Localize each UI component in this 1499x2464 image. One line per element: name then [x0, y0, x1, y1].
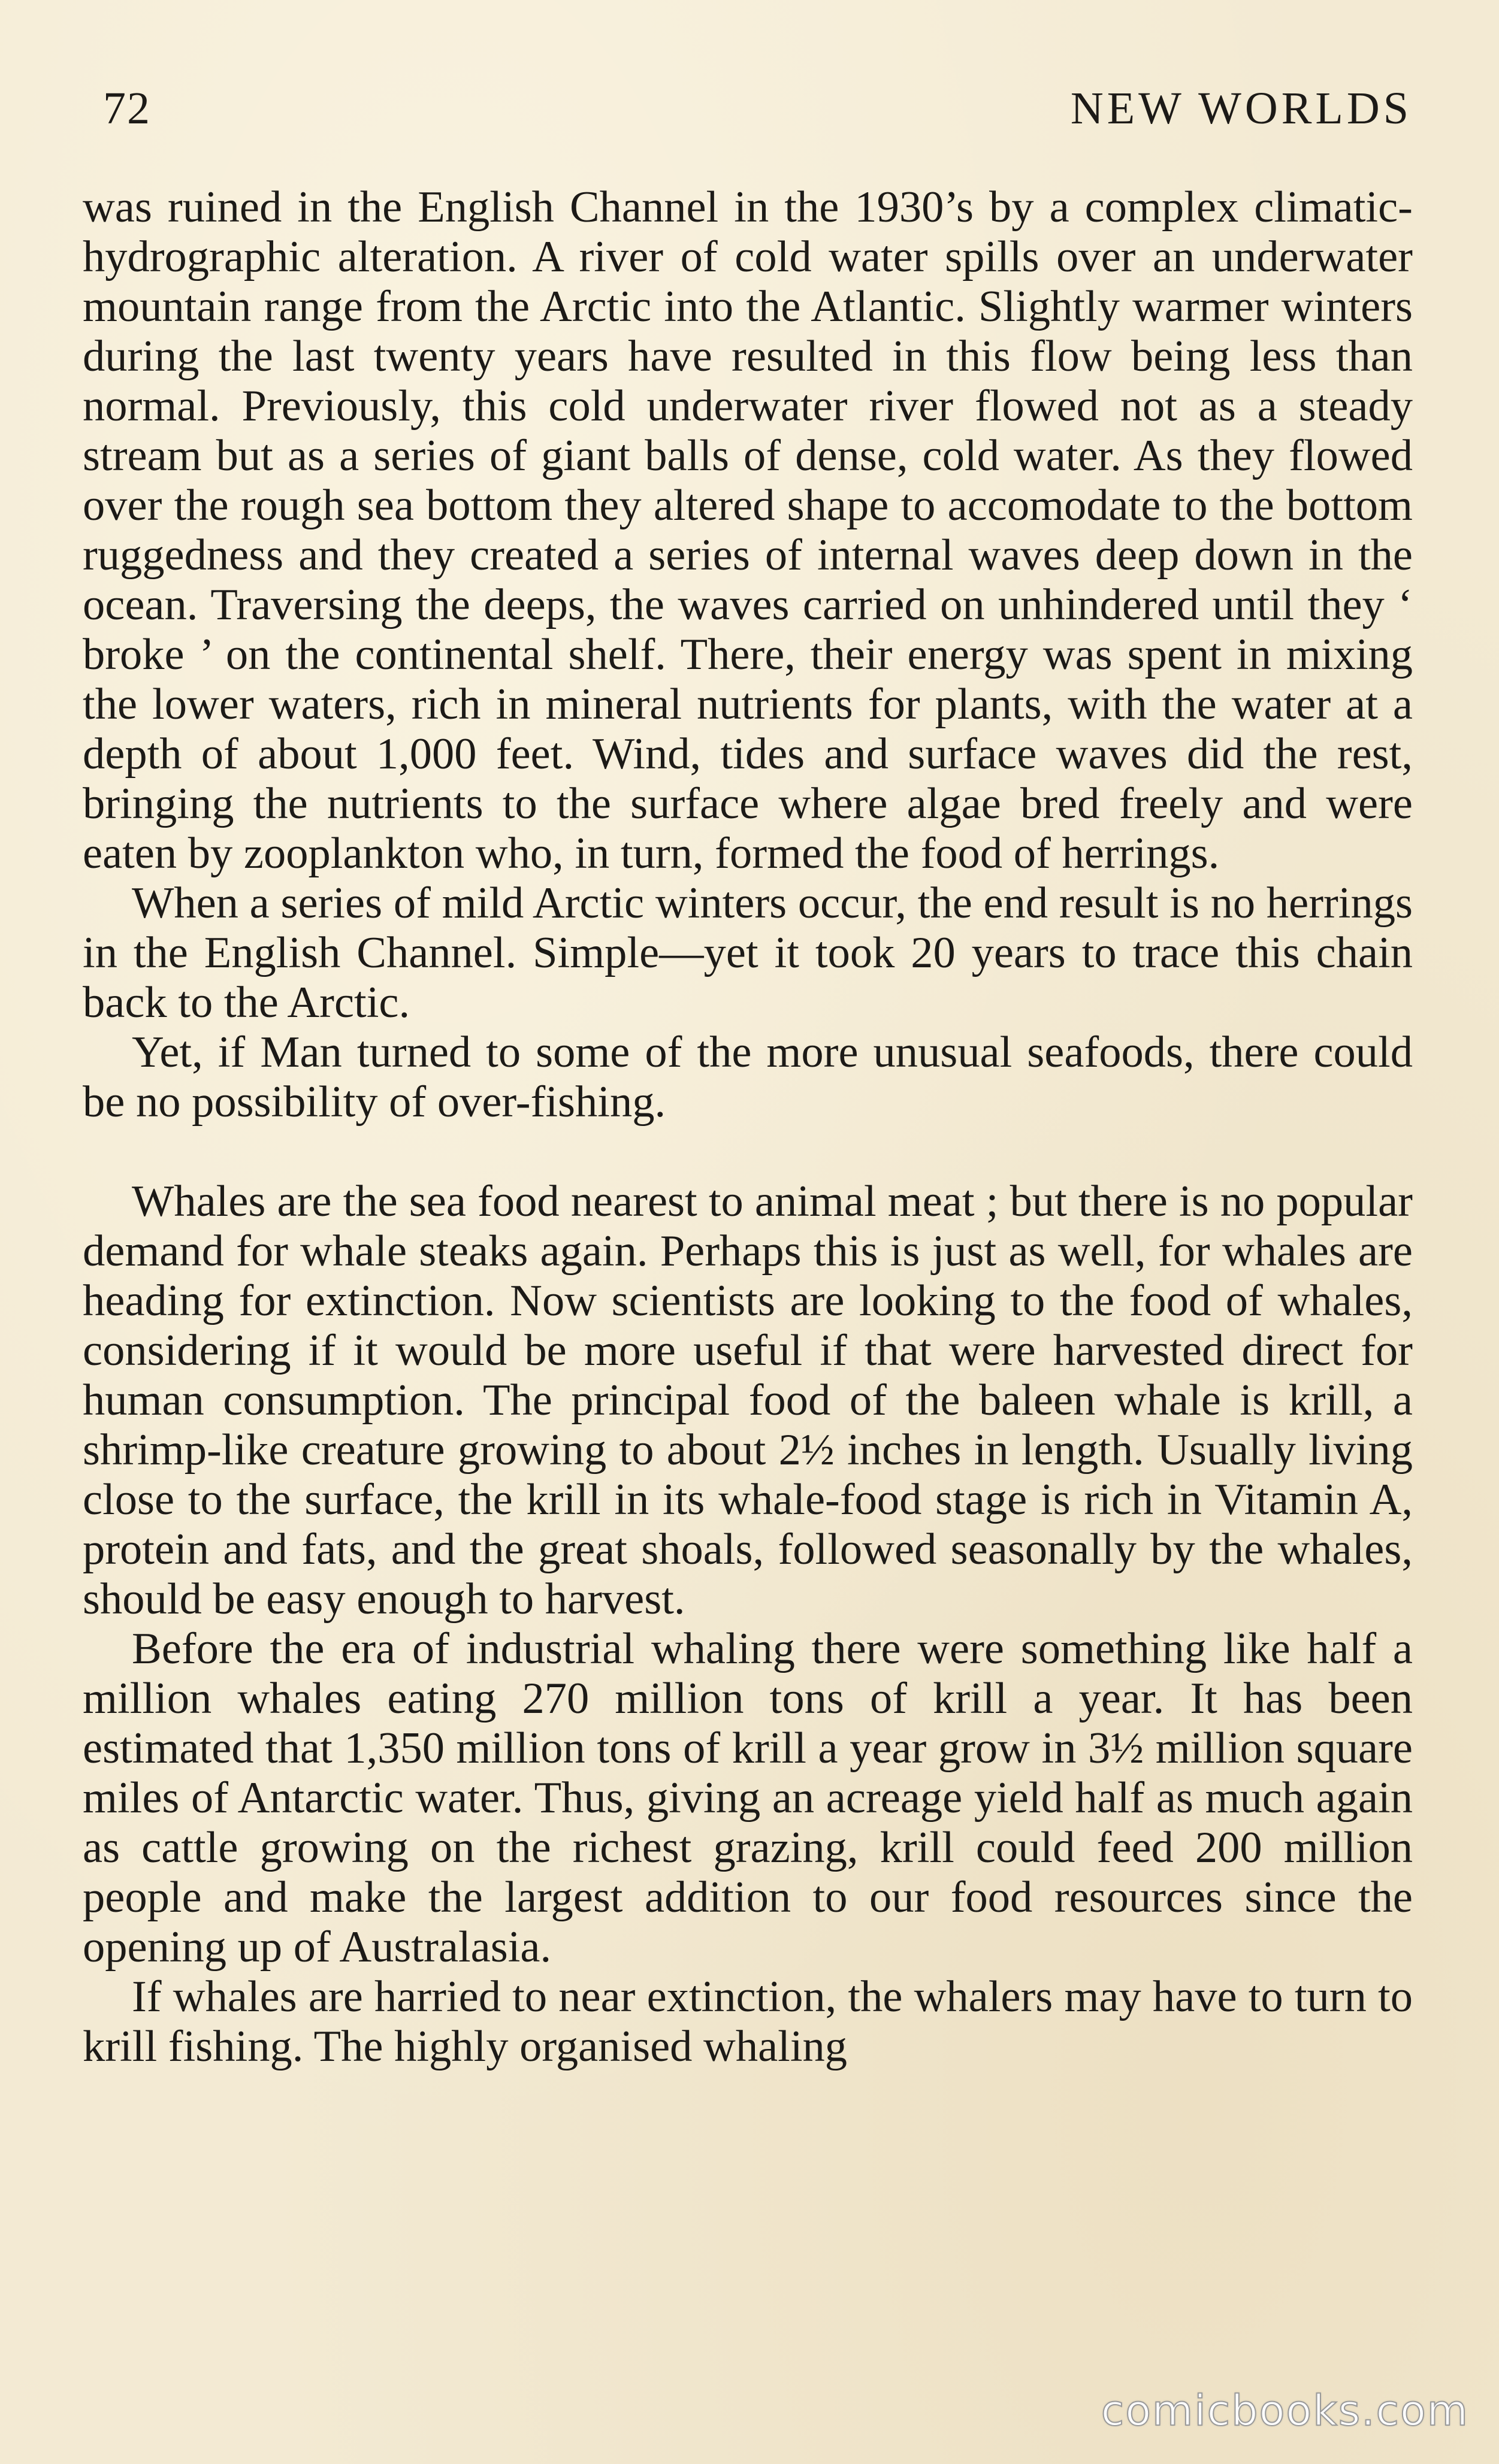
paragraph: If whales are harried to near extinction, the whalers may have to turn to krill fishing. The highly organised whaling	[83, 1972, 1413, 2071]
page-number: 72	[103, 83, 151, 134]
paragraph: When a series of mild Arctic winters occur, the end result is no herrings in the English Channel. Simple—yet it took 20 years to trace this chain back to the Arctic.	[83, 879, 1413, 1027]
body-text	[83, 183, 1413, 2072]
running-title: NEW WORLDS	[1070, 83, 1412, 134]
paragraph: Yet, if Man turned to some of the more unusual seafoods, there could be no possibility of over-fishing.	[83, 1028, 1413, 1127]
paragraph: Whales are the sea food nearest to animal meat ; but there is no popular demand for whale steaks again. Perhaps this is just as well, for whales are heading for extinction. Now scientists are looking to the food of whales, considering if it would be more useful if that were harvested direct for human consumption. The principal food of the baleen whale is krill, a shrimp-like creature growing to about 2½ inches in length. Usually living close to the surface, the krill in its whale-food stage is rich in Vitamin A, protein and fats, and the great shoals, followed seasonally by the whales, should be easy enough to harvest.	[83, 1177, 1413, 1624]
watermark: comicbooks.com	[1101, 2386, 1469, 2435]
paragraph-continued: was ruined in the English Channel in the 1930’s by a complex climatic-hydrographic alteration. A river of cold water spills over an underwater mountain range from the Arctic into the Atlantic. Slightly warmer winters during the last twenty years have resulted in this flow being less than normal. Previously, this cold underwater river flowed not as a steady stream but as a series of giant balls of dense, cold water. As they flowed over the rough sea bottom they altered shape to accomodate to the bottom ruggedness and they created a series of internal waves deep down in the ocean. Traversing the deeps, the waves carried on unhindered until they ‘ broke ’ on the continental shelf. There, their energy was spent in mixing the lower waters, rich in mineral nutrients for plants, with the water at a depth of about 1,000 feet. Wind, tides and surface waves did the rest, bringing the nutrients to the surface where algae bred freely and were eaten by zooplankton who, in turn, formed the food of herrings.	[83, 183, 1413, 878]
running-head	[103, 83, 1412, 137]
paragraph: Before the era of industrial whaling there were something like half a million whales eating 270 million tons of krill a year. It has been estimated that 1,350 million tons of krill a year grow in 3½ million square miles of Antarctic water. Thus, giving an acreage yield half as much again as cattle growing on the richest grazing, krill could feed 200 million people and make the largest addition to our food resources since the opening up of Australasia.	[83, 1624, 1413, 1972]
